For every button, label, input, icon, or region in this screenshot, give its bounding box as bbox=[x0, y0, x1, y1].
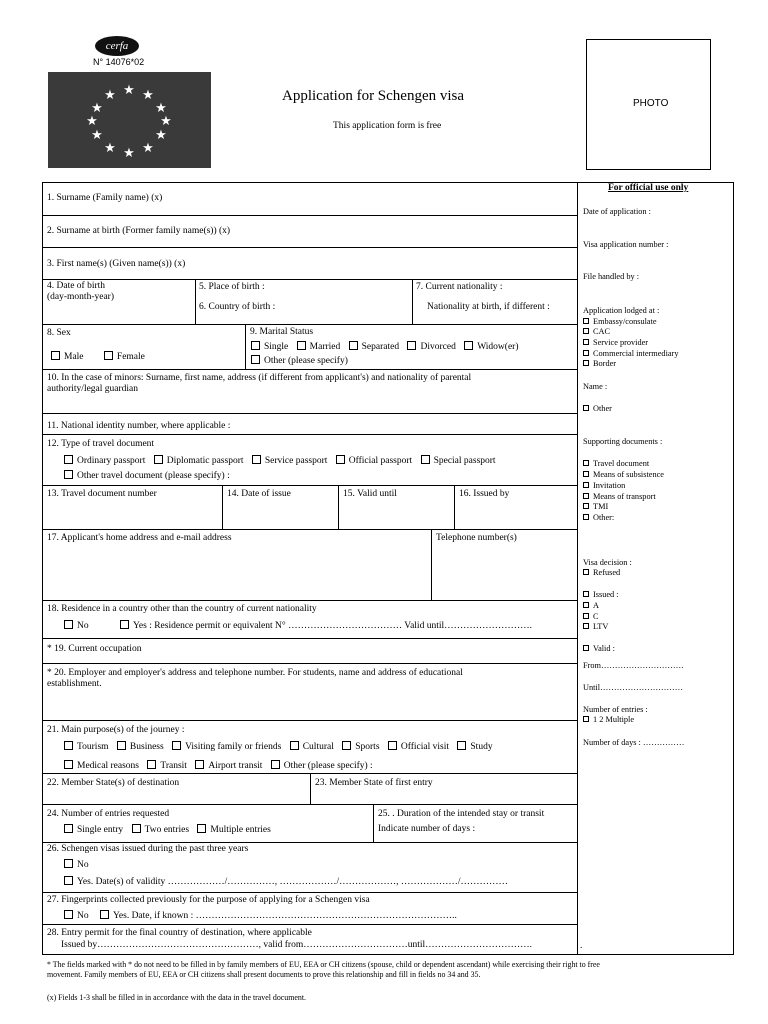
form-number: N° 14076*02 bbox=[93, 57, 145, 67]
page-subtitle: This application form is free bbox=[333, 121, 442, 131]
checkbox[interactable] bbox=[104, 351, 113, 360]
row-line bbox=[42, 892, 577, 893]
cell-divider bbox=[245, 324, 246, 369]
doc-other-option[interactable] bbox=[64, 470, 230, 482]
issued-ltv-option[interactable] bbox=[583, 622, 608, 632]
option-label: Border bbox=[593, 359, 617, 368]
option-label: Airport transit bbox=[208, 761, 263, 771]
support-other-option[interactable] bbox=[583, 513, 614, 523]
official-supporting-documents: Supporting documents : bbox=[583, 437, 663, 446]
checkbox[interactable] bbox=[457, 741, 466, 750]
field-16-issued-by: 16. Issued by bbox=[459, 489, 510, 499]
purpose-cultural-option[interactable] bbox=[290, 741, 334, 753]
field-12-travel-document: 12. Type of travel document bbox=[47, 439, 155, 449]
checkbox[interactable] bbox=[407, 341, 416, 350]
svg-text:★: ★ bbox=[86, 114, 98, 129]
field-18-residence: 18. Residence in a country other than the country of current nationality bbox=[47, 604, 317, 614]
option-label: Single bbox=[264, 342, 289, 352]
row-line bbox=[42, 279, 577, 280]
field-14-date-of-issue: 14. Date of issue bbox=[227, 489, 291, 499]
option-label: No bbox=[77, 621, 89, 631]
option-label: A bbox=[593, 601, 599, 610]
checkbox[interactable] bbox=[132, 824, 141, 833]
lodged-border-option[interactable] bbox=[583, 359, 616, 369]
cell-divider bbox=[373, 804, 374, 842]
support-subsistence-option[interactable] bbox=[583, 470, 664, 480]
option-label: No bbox=[77, 911, 89, 921]
option-label: Ordinary passport bbox=[77, 456, 146, 466]
marital-single-option[interactable] bbox=[251, 341, 288, 353]
checkbox[interactable] bbox=[583, 716, 589, 722]
row-line bbox=[42, 485, 577, 486]
checkbox[interactable] bbox=[271, 760, 280, 769]
purpose-medical-option[interactable] bbox=[64, 760, 139, 772]
purpose-airport-transit-option[interactable] bbox=[195, 760, 262, 772]
option-label: Other (please specify) bbox=[264, 356, 348, 366]
cell-divider bbox=[310, 773, 311, 804]
purpose-tourism-option[interactable] bbox=[64, 741, 109, 753]
field-25-duration: 25. . Duration of the intended stay or transit bbox=[378, 809, 545, 819]
checkbox[interactable] bbox=[100, 910, 109, 919]
option-label: Yes. Date(s) of validity ………………/……………, ………………/………………, ………………/…………… bbox=[77, 877, 509, 887]
field-7-nationality-at-birth: Nationality at birth, if different : bbox=[427, 302, 550, 312]
official-visa-application-number: Visa application number : bbox=[583, 240, 669, 249]
svg-text:★: ★ bbox=[142, 141, 154, 156]
checkbox[interactable] bbox=[583, 339, 589, 345]
field-4-format: (day-month-year) bbox=[47, 292, 114, 302]
checkbox[interactable] bbox=[64, 455, 73, 464]
option-label: Transit bbox=[160, 761, 187, 771]
checkbox[interactable] bbox=[64, 620, 73, 629]
official-other-option[interactable] bbox=[583, 404, 612, 414]
cell-divider bbox=[431, 529, 432, 600]
doc-official-option[interactable] bbox=[336, 455, 412, 467]
checkbox[interactable] bbox=[583, 493, 589, 499]
option-label: Single entry bbox=[77, 825, 124, 835]
svg-text:★: ★ bbox=[91, 101, 103, 116]
visas-yes-option[interactable] bbox=[64, 876, 508, 888]
field-21-main-purpose: 21. Main purpose(s) of the journey : bbox=[47, 725, 185, 735]
eu-flag bbox=[48, 72, 211, 168]
field-3-first-names: 3. First name(s) (Given name(s)) (x) bbox=[47, 259, 186, 269]
field-19-current-occupation: * 19. Current occupation bbox=[47, 644, 142, 654]
decision-refused-option[interactable] bbox=[583, 568, 620, 578]
row-line bbox=[42, 215, 577, 216]
svg-text:★: ★ bbox=[91, 128, 103, 143]
official-date-of-application: Date of application : bbox=[583, 207, 651, 216]
checkbox[interactable] bbox=[583, 405, 589, 411]
option-label: LTV bbox=[593, 622, 609, 631]
option-label: Refused bbox=[593, 568, 621, 577]
checkbox[interactable] bbox=[64, 470, 73, 479]
field-28-trailing-dot: . bbox=[580, 941, 583, 951]
checkbox[interactable] bbox=[51, 351, 60, 360]
official-visa-decision: Visa decision : bbox=[583, 558, 632, 567]
checkbox[interactable] bbox=[583, 350, 589, 356]
svg-text:★: ★ bbox=[142, 88, 154, 103]
field-15-valid-until: 15. Valid until bbox=[343, 489, 397, 499]
cell-divider bbox=[338, 485, 339, 529]
option-label: Other travel document (please specify) : bbox=[77, 471, 230, 481]
option-label: Sports bbox=[355, 742, 380, 752]
svg-text:★: ★ bbox=[104, 141, 116, 156]
field-1-surname: 1. Surname (Family name) (x) bbox=[47, 193, 163, 203]
official-application-lodged-at: Application lodged at : bbox=[583, 306, 660, 315]
option-label: Married bbox=[309, 342, 341, 352]
option-label: Cultural bbox=[302, 742, 334, 752]
issued-c-option[interactable] bbox=[583, 612, 599, 622]
option-label: Other bbox=[593, 404, 612, 413]
option-label: Two entries bbox=[144, 825, 190, 835]
photo-label: PHOTO bbox=[633, 98, 669, 109]
lodged-embassy-option[interactable] bbox=[583, 317, 657, 327]
field-28-issued-by: Issued by……………………………………………, valid from……………………………until……………………………. bbox=[61, 940, 533, 950]
svg-text:★: ★ bbox=[123, 83, 135, 98]
checkbox[interactable] bbox=[583, 471, 589, 477]
field-25-days: Indicate number of days : bbox=[378, 824, 476, 834]
checkbox[interactable] bbox=[64, 876, 73, 885]
field-6-country-of-birth: 6. Country of birth : bbox=[199, 302, 276, 312]
field-27-fingerprints: 27. Fingerprints collected previously for the purpose of applying for a Schengen visa bbox=[47, 895, 370, 905]
option-label: C bbox=[593, 612, 599, 621]
official-name: Name : bbox=[583, 382, 608, 391]
field-20-employer: * 20. Employer and employer's address and telephone number. For students, name and address of educational bbox=[47, 668, 463, 678]
option-label: Divorced bbox=[420, 342, 456, 352]
fingerprints-yes-option[interactable] bbox=[100, 910, 457, 922]
checkbox[interactable] bbox=[336, 455, 345, 464]
row-line bbox=[42, 247, 577, 248]
support-travel-document-option[interactable] bbox=[583, 459, 649, 469]
row-line bbox=[42, 720, 577, 721]
official-file-handled-by: File handled by : bbox=[583, 272, 639, 281]
checkbox[interactable] bbox=[583, 318, 589, 324]
option-label: TMI bbox=[593, 502, 609, 511]
row-line bbox=[42, 600, 577, 601]
checkbox[interactable] bbox=[64, 859, 73, 868]
option-label: Official passport bbox=[348, 456, 413, 466]
field-20-establishment: establishment. bbox=[47, 679, 102, 689]
checkbox[interactable] bbox=[583, 613, 589, 619]
svg-text:★: ★ bbox=[160, 114, 172, 129]
row-line bbox=[42, 804, 577, 805]
option-label: Invitation bbox=[593, 481, 626, 490]
option-label: Commercial intermediary bbox=[593, 349, 679, 358]
official-number-of-days: Number of days : …………… bbox=[583, 738, 685, 747]
row-line bbox=[42, 638, 577, 639]
footer-note-1-cont: movement. Family members of EU, EEA or CH citizens shall present documents to prove this relationship and fill in fields no 34 and 35. bbox=[47, 970, 481, 979]
field-8-sex: 8. Sex bbox=[47, 328, 71, 338]
option-label: Issued : bbox=[593, 590, 619, 599]
field-9-options bbox=[251, 341, 525, 353]
option-label: Female bbox=[116, 352, 145, 362]
decision-issued-option[interactable] bbox=[583, 590, 619, 600]
checkbox[interactable] bbox=[251, 355, 260, 364]
support-transport-option[interactable] bbox=[583, 492, 656, 502]
checkbox[interactable] bbox=[421, 455, 430, 464]
checkbox[interactable] bbox=[64, 760, 73, 769]
checkbox[interactable] bbox=[64, 824, 73, 833]
purpose-visiting-option[interactable] bbox=[172, 741, 281, 753]
checkbox[interactable] bbox=[583, 328, 589, 334]
option-label: Service provider bbox=[593, 338, 649, 347]
official-use-title: For official use only bbox=[608, 183, 689, 193]
option-label: Business bbox=[129, 742, 164, 752]
marital-widower-option[interactable] bbox=[464, 341, 518, 353]
checkbox[interactable] bbox=[583, 482, 589, 488]
option-label: Separated bbox=[361, 342, 400, 352]
field-10-guardian: authority/legal guardian bbox=[47, 384, 139, 394]
marital-married-option[interactable] bbox=[297, 341, 341, 353]
checkbox[interactable] bbox=[583, 645, 589, 651]
form-frame bbox=[42, 182, 734, 955]
checkbox[interactable] bbox=[64, 741, 73, 750]
row-line bbox=[42, 413, 577, 414]
field-9-marital-status: 9. Marital Status bbox=[250, 327, 314, 337]
visas-no-option[interactable] bbox=[64, 859, 89, 871]
checkbox[interactable] bbox=[583, 623, 589, 629]
row-line bbox=[42, 529, 577, 530]
field-28-entry-permit: 28. Entry permit for the final country of destination, where applicable bbox=[47, 928, 312, 938]
row-line bbox=[42, 324, 577, 325]
option-label: 1 2 Multiple bbox=[593, 715, 635, 724]
sex-female-option[interactable] bbox=[104, 351, 145, 363]
option-label: Multiple entries bbox=[210, 825, 271, 835]
field-23-first-entry: 23. Member State of first entry bbox=[315, 778, 433, 788]
checkbox[interactable] bbox=[290, 741, 299, 750]
official-number-of-entries: Number of entries : bbox=[583, 705, 648, 714]
support-invitation-option[interactable] bbox=[583, 481, 625, 491]
checkbox[interactable] bbox=[252, 455, 261, 464]
support-tmi-option[interactable] bbox=[583, 502, 608, 512]
option-label: Other: bbox=[593, 513, 615, 522]
checkbox[interactable] bbox=[583, 360, 589, 366]
lodged-cac-option[interactable] bbox=[583, 327, 610, 337]
cerfa-logo bbox=[95, 36, 139, 56]
doc-service-option[interactable] bbox=[252, 455, 328, 467]
option-label: Service passport bbox=[264, 456, 328, 466]
row-line bbox=[42, 663, 577, 664]
sex-male-option[interactable] bbox=[51, 351, 84, 363]
option-label: CAC bbox=[593, 327, 611, 336]
checkbox[interactable] bbox=[120, 620, 129, 629]
checkbox[interactable] bbox=[464, 341, 473, 350]
row-line bbox=[42, 369, 577, 370]
field-10-minors: 10. In the case of minors: Surname, first name, address (if different from applicant's) and nationality of parental bbox=[47, 373, 472, 383]
purpose-sports-option[interactable] bbox=[342, 741, 379, 753]
field-8-options bbox=[51, 351, 151, 363]
field-7-current-nationality: 7. Current nationality : bbox=[416, 282, 503, 292]
option-label: Embassy/consulate bbox=[593, 317, 657, 326]
field-21-options-row1 bbox=[64, 741, 499, 753]
official-entries-options[interactable] bbox=[583, 715, 634, 725]
checkbox[interactable] bbox=[172, 741, 181, 750]
purpose-business-option[interactable] bbox=[117, 741, 164, 753]
svg-text:★: ★ bbox=[155, 101, 167, 116]
lodged-service-provider-option[interactable] bbox=[583, 338, 648, 348]
checkbox[interactable] bbox=[583, 503, 589, 509]
field-17-telephone: Telephone number(s) bbox=[436, 533, 517, 543]
option-label: Travel document bbox=[593, 459, 650, 468]
field-17-home-address: 17. Applicant's home address and e-mail address bbox=[47, 533, 232, 543]
cerfa-logo-text: cerfa bbox=[105, 40, 129, 52]
official-valid-from: From………………………… bbox=[583, 661, 684, 670]
marital-separated-option[interactable] bbox=[349, 341, 399, 353]
checkbox[interactable] bbox=[583, 602, 589, 608]
option-label: Official visit bbox=[400, 742, 450, 752]
row-line bbox=[42, 434, 577, 435]
cell-divider bbox=[195, 279, 196, 324]
field-13-document-number: 13. Travel document number bbox=[47, 489, 157, 499]
option-label: Yes : Residence permit or equivalent N° ……………………………… Valid until………………………. bbox=[133, 621, 532, 631]
option-label: Means of subsistence bbox=[593, 470, 664, 479]
checkbox[interactable] bbox=[583, 460, 589, 466]
option-label: Visiting family or friends bbox=[185, 742, 282, 752]
option-label: Male bbox=[64, 352, 84, 362]
checkbox[interactable] bbox=[388, 741, 397, 750]
option-label: Medical reasons bbox=[77, 761, 139, 771]
checkbox[interactable] bbox=[251, 341, 260, 350]
purpose-study-option[interactable] bbox=[457, 741, 492, 753]
lodged-commercial-option[interactable] bbox=[583, 349, 678, 359]
footer-note-1: * The fields marked with * do not need to be filled in by family members of EU, EEA or CH citizens (spouse, child or dependent ascendant) while exercising their right to free bbox=[47, 960, 600, 969]
option-label: No bbox=[77, 860, 89, 870]
purpose-transit-option[interactable] bbox=[147, 760, 187, 772]
purpose-official-option[interactable] bbox=[388, 741, 449, 753]
decision-valid-option[interactable] bbox=[583, 644, 615, 654]
eu-stars-icon bbox=[48, 72, 211, 168]
field-11-national-id: 11. National identity number, where applicable : bbox=[47, 421, 231, 431]
row-line bbox=[42, 924, 577, 925]
purpose-other-option[interactable] bbox=[271, 760, 373, 772]
checkbox[interactable] bbox=[297, 341, 306, 350]
residence-yes-option[interactable] bbox=[120, 620, 532, 632]
checkbox[interactable] bbox=[147, 760, 156, 769]
field-2-surname-at-birth: 2. Surname at birth (Former family name(s)) (x) bbox=[47, 226, 231, 236]
checkbox[interactable] bbox=[583, 591, 589, 597]
footer-note-2: (x) Fields 1-3 shall be filled in in accordance with the data in the travel document. bbox=[47, 993, 306, 1002]
fingerprints-no-option[interactable] bbox=[64, 910, 89, 922]
cell-divider bbox=[222, 485, 223, 529]
field-5-place-of-birth: 5. Place of birth : bbox=[199, 282, 265, 292]
checkbox[interactable] bbox=[342, 741, 351, 750]
field-4-date-of-birth: 4. Date of birth bbox=[47, 281, 106, 291]
residence-no-option[interactable] bbox=[64, 620, 89, 632]
checkbox[interactable] bbox=[583, 569, 589, 575]
entries-multiple-option[interactable] bbox=[197, 824, 270, 836]
doc-diplomatic-option[interactable] bbox=[154, 455, 244, 467]
field-26-schengen-visas: 26. Schengen visas issued during the past three years bbox=[47, 844, 249, 854]
option-label: Study bbox=[470, 742, 493, 752]
checkbox[interactable] bbox=[349, 341, 358, 350]
option-label: Yes. Date, if known : ……………………………………………………………………….. bbox=[113, 911, 457, 921]
option-label: Other (please specify) : bbox=[283, 761, 373, 771]
cell-divider bbox=[454, 485, 455, 529]
field-24-entries: 24. Number of entries requested bbox=[47, 809, 170, 819]
checkbox[interactable] bbox=[583, 514, 589, 520]
field-21-options-row2 bbox=[64, 760, 379, 772]
field-22-member-states: 22. Member State(s) of destination bbox=[47, 778, 180, 788]
option-label: Special passport bbox=[433, 456, 496, 466]
option-label: Means of transport bbox=[593, 492, 656, 501]
cell-divider bbox=[412, 279, 413, 324]
svg-text:★: ★ bbox=[123, 146, 135, 161]
option-label: Widow(er) bbox=[477, 342, 519, 352]
marital-divorced-option[interactable] bbox=[407, 341, 455, 353]
checkbox[interactable] bbox=[195, 760, 204, 769]
checkbox[interactable] bbox=[117, 741, 126, 750]
entries-single-option[interactable] bbox=[64, 824, 123, 836]
option-label: Valid : bbox=[593, 644, 615, 653]
marital-other-option[interactable] bbox=[251, 355, 348, 367]
photo-box bbox=[586, 39, 711, 170]
official-divider bbox=[577, 182, 578, 955]
checkbox[interactable] bbox=[154, 455, 163, 464]
doc-special-option[interactable] bbox=[421, 455, 496, 467]
page-title: Application for Schengen visa bbox=[282, 88, 465, 104]
checkbox[interactable] bbox=[197, 824, 206, 833]
row-line bbox=[42, 842, 577, 843]
option-label: Diplomatic passport bbox=[166, 456, 244, 466]
svg-text:★: ★ bbox=[104, 88, 116, 103]
option-label: Tourism bbox=[77, 742, 109, 752]
entries-two-option[interactable] bbox=[132, 824, 189, 836]
doc-ordinary-option[interactable] bbox=[64, 455, 145, 467]
field-24-options bbox=[64, 824, 277, 836]
field-12-options bbox=[64, 455, 502, 467]
official-valid-until: Until………………………… bbox=[583, 683, 684, 692]
checkbox[interactable] bbox=[64, 910, 73, 919]
issued-a-option[interactable] bbox=[583, 601, 599, 611]
svg-text:★: ★ bbox=[155, 128, 167, 143]
